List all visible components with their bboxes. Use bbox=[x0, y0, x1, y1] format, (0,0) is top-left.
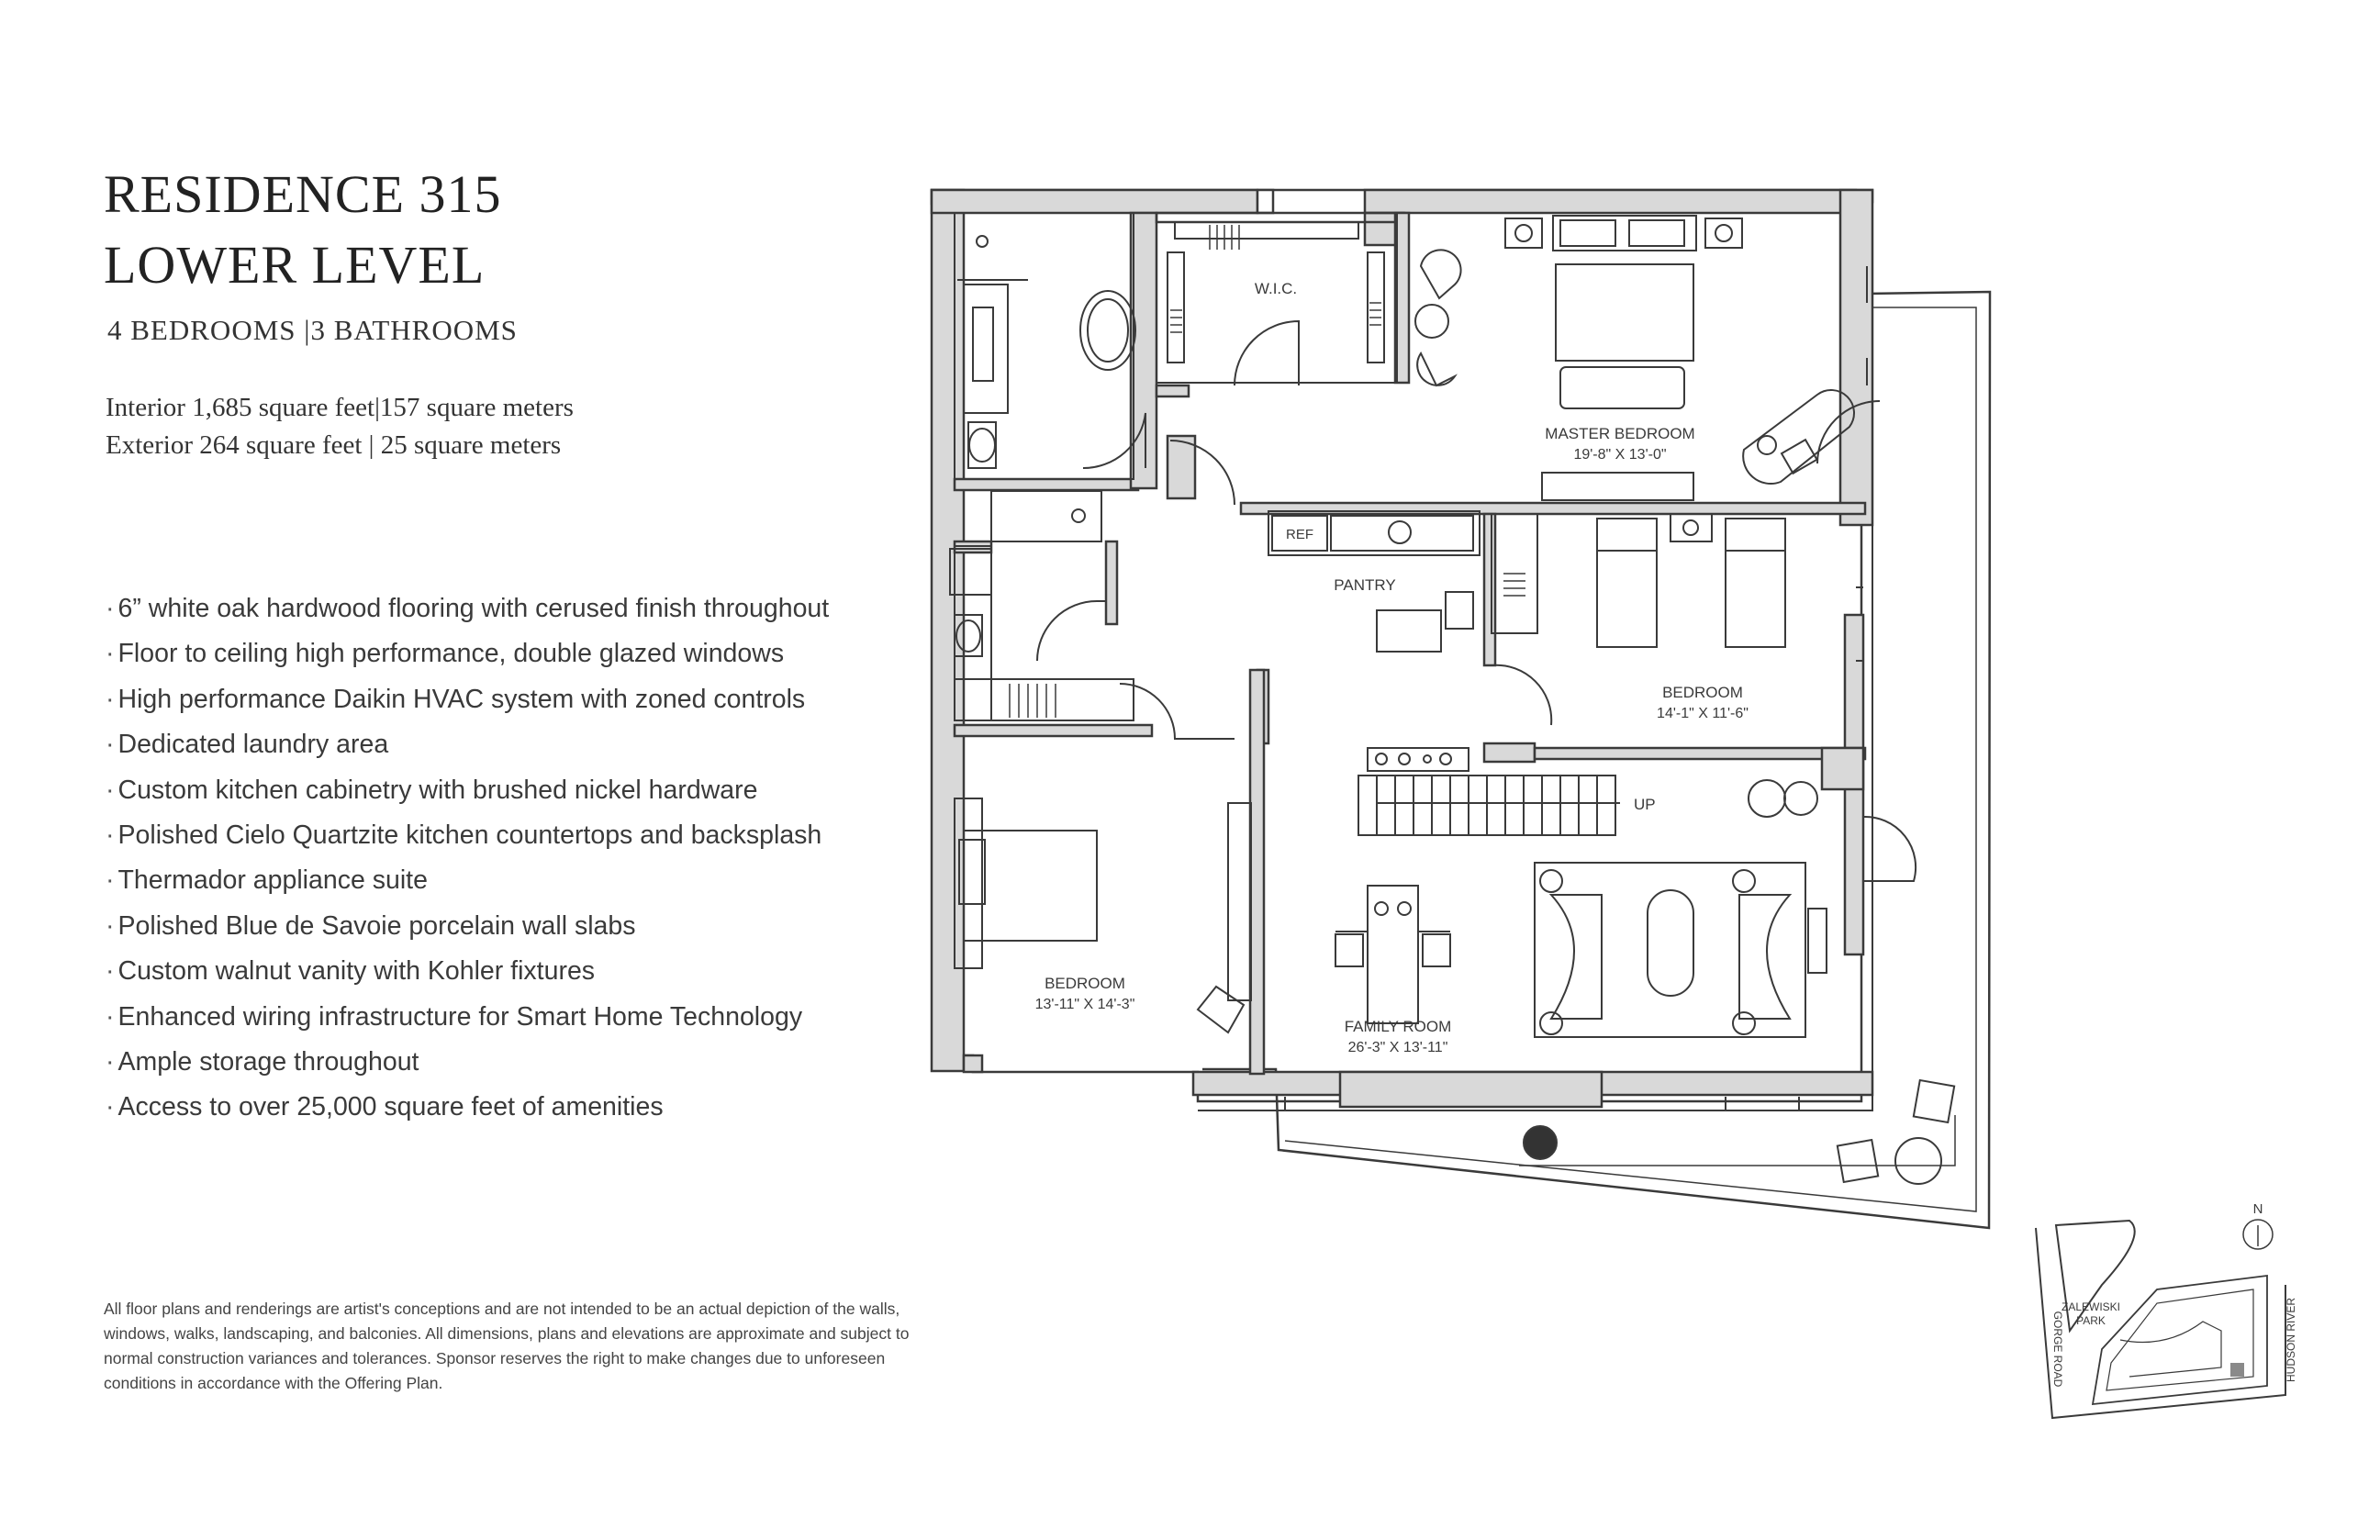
vanity-top bbox=[964, 285, 1008, 413]
wall-int-4 bbox=[1168, 436, 1195, 498]
wall-bottom bbox=[964, 1055, 982, 1072]
interior-area: Interior 1,685 square feet|157 square meters bbox=[106, 393, 574, 422]
bullet-icon: · bbox=[106, 956, 115, 987]
wall-int-11 bbox=[1241, 503, 1865, 514]
door-arc-5 bbox=[1492, 665, 1551, 725]
terrace-table bbox=[1895, 1138, 1941, 1184]
feature-text: Polished Cielo Quartzite kitchen countertops and backsplash bbox=[117, 820, 822, 850]
keymap-park-line2: PARK bbox=[2076, 1314, 2106, 1327]
door-arc-3 bbox=[1037, 601, 1106, 661]
wall-top bbox=[932, 190, 1257, 213]
feature-text: Custom kitchen cabinetry with brushed nickel hardware bbox=[117, 775, 758, 805]
plant-2 bbox=[1784, 782, 1817, 815]
door-arc-7 bbox=[1863, 817, 1916, 881]
bullet-icon: · bbox=[106, 1001, 115, 1032]
wic-door bbox=[1235, 321, 1299, 385]
wall-top-2 bbox=[1257, 190, 1273, 213]
twin-bed-2 bbox=[1726, 551, 1785, 647]
keymap-north: N bbox=[2252, 1201, 2263, 1217]
label-bedroom-left-dim: 13'-11" X 14'-3" bbox=[1034, 997, 1135, 1012]
feature-text: High performance Daikin HVAC system with zoned controls bbox=[117, 684, 806, 714]
bullet-icon: · bbox=[106, 865, 115, 896]
wall-int-9 bbox=[1250, 670, 1264, 1074]
wall-int-6 bbox=[955, 725, 1152, 736]
wall-left bbox=[932, 190, 964, 1071]
rug bbox=[1535, 863, 1805, 1037]
key-map bbox=[2036, 1220, 2285, 1418]
bullet-icon: · bbox=[106, 1046, 115, 1077]
feature-text: Dedicated laundry area bbox=[117, 730, 389, 760]
wall-int-12 bbox=[1484, 514, 1495, 665]
feature-text: Thermador appliance suite bbox=[117, 865, 428, 896]
legal-disclaimer: All floor plans and renderings are artist's conceptions and are not intended to be an actual depiction of the walls, windows, walks, landscaping, and balconies. All dimensions, plans and elevations are approximate and subject to normal construction variances and tolerances. Sponsor reserves the right to make changes due to unforeseen conditions in accordance with the Offering Plan. bbox=[104, 1300, 910, 1392]
keymap-river: HUDSON RIVER bbox=[2285, 1297, 2297, 1383]
plant-1 bbox=[1749, 780, 1785, 817]
feature-text: Enhanced wiring infrastructure for Smart Home Technology bbox=[117, 1001, 803, 1032]
bullet-icon: · bbox=[106, 775, 115, 805]
armchair-1 bbox=[1421, 250, 1461, 298]
residence-title: RESIDENCE 315 bbox=[104, 164, 502, 224]
feature-text: Ample storage throughout bbox=[117, 1046, 419, 1077]
bullet-icon: · bbox=[106, 730, 115, 760]
bullet-icon: · bbox=[106, 820, 115, 850]
terrace-chair-1 bbox=[1914, 1080, 1954, 1122]
shower-drain bbox=[977, 236, 988, 247]
keymap-highlight bbox=[2230, 1363, 2244, 1377]
exterior-area: Exterior 264 square feet | 25 square meters bbox=[106, 430, 562, 460]
label-master-bedroom-dim: 19'-8" X 13'-0" bbox=[1573, 447, 1667, 463]
label-bedroom-left: BEDROOM bbox=[1045, 975, 1125, 992]
balcony-railing-2 bbox=[1519, 1115, 1955, 1166]
bullet-icon: · bbox=[106, 1092, 115, 1122]
master-bed bbox=[1556, 264, 1693, 361]
feature-text: 6” white oak hardwood flooring with cerused finish throughout bbox=[117, 594, 830, 623]
label-family-room: FAMILY ROOM bbox=[1344, 1018, 1452, 1035]
bed-left bbox=[964, 831, 1097, 941]
label-up: UP bbox=[1634, 796, 1656, 813]
level-title: LOWER LEVEL bbox=[104, 235, 486, 295]
feature-text: Custom walnut vanity with Kohler fixtures bbox=[117, 956, 596, 987]
bed-bath-count: 4 BEDROOMS |3 BATHROOMS bbox=[107, 314, 518, 346]
wall-int-13 bbox=[1484, 743, 1535, 762]
sofa-right bbox=[1739, 895, 1790, 1019]
label-wic: W.I.C. bbox=[1254, 280, 1298, 297]
window-band bbox=[1340, 1072, 1602, 1107]
bullet-icon: · bbox=[106, 684, 115, 714]
label-bedroom-right-dim: 14'-1" X 11'-6" bbox=[1657, 706, 1749, 721]
armchair-2 bbox=[1417, 353, 1455, 385]
keymap-site bbox=[2093, 1276, 2267, 1404]
closet-left bbox=[955, 679, 1134, 720]
wall-int-1 bbox=[955, 479, 1138, 490]
keymap-road: GORGE ROAD bbox=[2051, 1311, 2064, 1388]
feature-text: Access to over 25,000 square feet of amenities bbox=[117, 1092, 664, 1122]
plant-3 bbox=[1524, 1126, 1557, 1159]
label-ref: REF bbox=[1286, 527, 1313, 542]
label-family-room-dim: 26'-3" X 13'-11" bbox=[1347, 1040, 1448, 1055]
chair-left-bed bbox=[1198, 987, 1244, 1032]
keymap-outline bbox=[2036, 1228, 2285, 1418]
stove bbox=[1368, 748, 1469, 771]
sofa-left bbox=[1551, 895, 1602, 1019]
wall-int-15 bbox=[1822, 748, 1863, 789]
keymap-park-line1: ZALEWISKI bbox=[2061, 1300, 2121, 1313]
terrace-chair-2 bbox=[1838, 1140, 1878, 1182]
wall-top-3 bbox=[1365, 190, 1856, 213]
label-bedroom-right: BEDROOM bbox=[1662, 684, 1743, 701]
wall-int-3 bbox=[1156, 385, 1189, 396]
bullet-icon: · bbox=[106, 910, 115, 941]
bullet-icon: · bbox=[106, 594, 115, 623]
feature-text: Polished Blue de Savoie porcelain wall slabs bbox=[117, 910, 636, 941]
coffee-table bbox=[1648, 890, 1693, 996]
bullet-icon: · bbox=[106, 639, 115, 669]
label-pantry: PANTRY bbox=[1334, 576, 1396, 594]
wall-right bbox=[1840, 190, 1872, 525]
bathroom-top-left bbox=[955, 213, 1134, 479]
wall-int-7 bbox=[1106, 541, 1117, 624]
wall-int-2 bbox=[1131, 213, 1156, 488]
feature-text: Floor to ceiling high performance, double glazed windows bbox=[117, 639, 785, 669]
stair-treads bbox=[1377, 776, 1597, 835]
label-master-bedroom: MASTER BEDROOM bbox=[1545, 425, 1695, 442]
wall-int-14 bbox=[1535, 748, 1865, 759]
twin-bed-1 bbox=[1597, 551, 1657, 647]
